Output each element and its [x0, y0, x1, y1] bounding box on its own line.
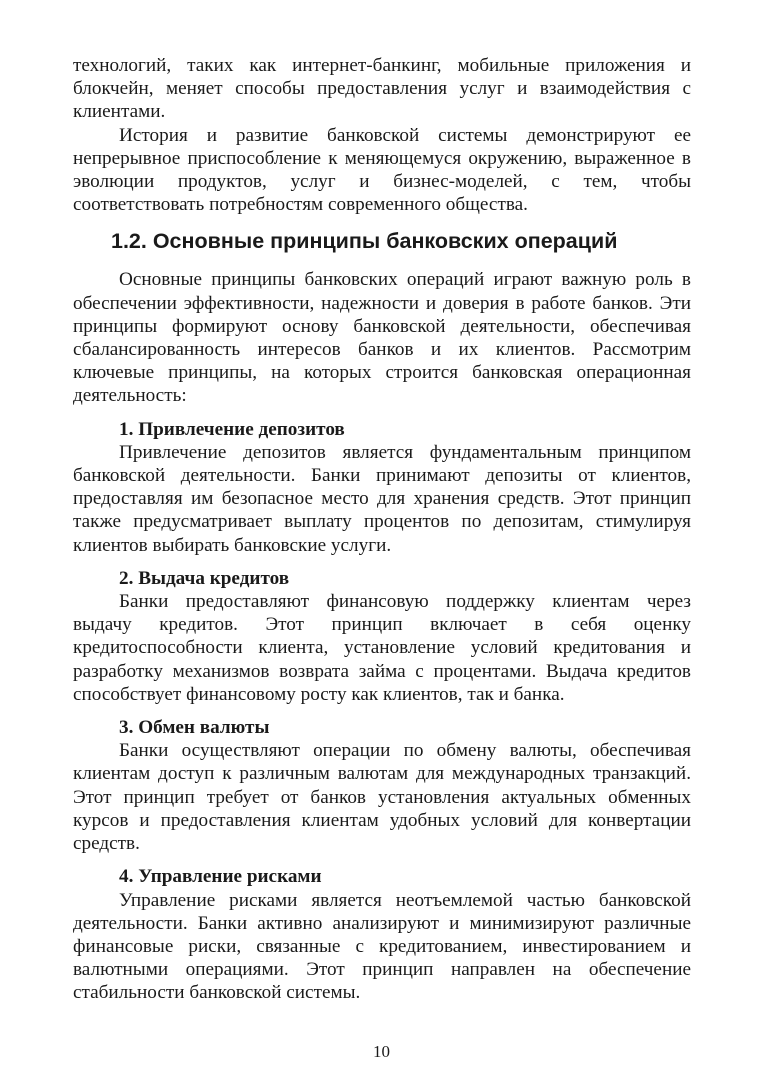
principle-text: Банки осуществляют операции по обмену валюты, обеспечивая клиентам доступ к различным валютам для международных транзакций. Этот принцип требует от банков установления актуальных обменных курсов и предоставления клиентам удобных условий для конвертации средств.	[73, 740, 691, 855]
section-title: 1.2. Основные принципы банковских операций	[111, 229, 618, 254]
intro-paragraph: технологий, таких как интернет-банкинг, мобильные приложения и блокчейн, меняет способы предоставления услуг и взаимодействия с клиентами.	[73, 55, 691, 123]
principle-heading: 2. Выдача кредитов	[119, 567, 290, 589]
principle-text: Привлечение депозитов является фундаментальным принципом банковской деятельности. Банки принимают депозиты от клиентов, предоставляя им безопасное место для хранения средств. Этот принцип также предусматривает выплату процентов по депозитам, стимулируя клиентов выбирать банковские услуги.	[73, 441, 691, 556]
principle-text: Банки предоставляют финансовую поддержку клиентам через выдачу кредитов. Этот принцип включает в себя оценку кредитоспособности клиента, установление условий кредитования и разработку механизмов возврата займа с процентами. Выдача кредитов способствует финансовому росту как клиентов, так и банка.	[73, 591, 691, 705]
principle-heading: 1. Привлечение депозитов	[119, 418, 345, 440]
intro-paragraph: История и развитие банковской системы демонстрируют ее непрерывное приспособление к меняющемуся окружению, выраженное в эволюции продуктов, услуг и бизнес-моделей, с тем, чтобы соответствовать потребностям современного общества.	[73, 124, 691, 216]
principle-heading: 4. Управление рисками	[119, 866, 322, 888]
section-intro-paragraph: Основные принципы банковских операций играют важную роль в обеспечении эффективности, надежности и доверия в работе банков. Эти принципы формируют основу банковской деятельности, обеспечивая сбалансированность интересов банков и их клиентов. Рассмотрим ключевые принципы, на которых строится банковская операционная деятельность:	[73, 269, 691, 407]
principle-heading: 3. Обмен валюты	[119, 717, 270, 739]
principle-text: Управление рисками является неотъемлемой частью банковской деятельности. Банки активно анализируют и минимизируют различные финансовые риски, связанные с кредитованием, инвестированием и валютными операциями. Этот принцип направлен на обеспечение стабильности банковской системы.	[73, 889, 691, 1004]
page-body	[73, 54, 691, 1005]
page-number: 10	[373, 1042, 390, 1061]
